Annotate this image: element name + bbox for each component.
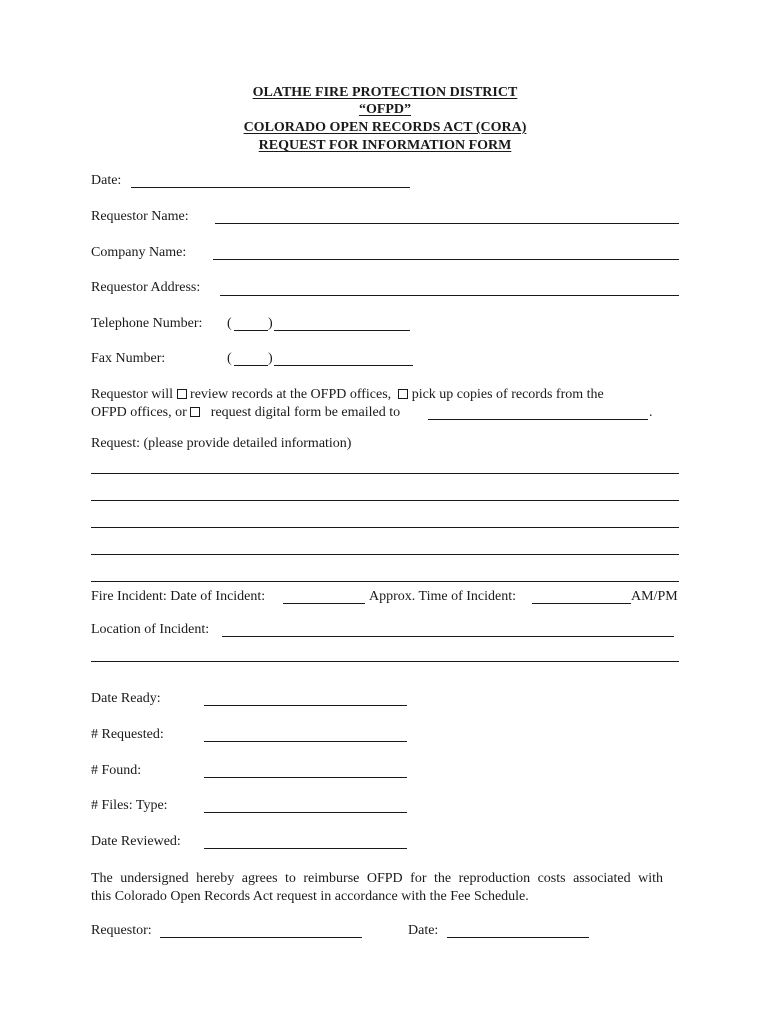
request-line-1[interactable] [91,473,679,474]
email-digital-checkbox[interactable] [190,407,200,417]
incident-location-field[interactable] [222,636,674,637]
files-type-field[interactable] [204,812,407,813]
title-form: REQUEST FOR INFORMATION FORM [258,138,512,153]
fax-paren-close: ) [268,351,273,366]
request-line-2[interactable] [91,500,679,501]
email-address-field[interactable] [428,419,648,420]
delivery-period: . [649,405,653,420]
delivery-intro: Requestor will [91,387,174,402]
files-type-label: # Files: Type: [91,798,168,813]
telephone-paren-close: ) [268,316,273,331]
fax-area-code-field[interactable] [234,365,268,366]
signature-date-label: Date: [408,923,439,938]
telephone-number-field[interactable] [274,330,410,331]
email-digital-label: request digital form be emailed to [210,405,401,420]
request-line-5[interactable] [91,581,679,582]
review-records-label: review records at the OFPD offices, [190,387,392,402]
delivery-line-1 [91,387,604,403]
title-district: OLATHE FIRE PROTECTION DISTRICT [252,85,518,100]
found-label: # Found: [91,763,142,778]
date-reviewed-field[interactable] [204,848,407,849]
request-line-4[interactable] [91,554,679,555]
agreement-line-1: The undersigned hereby agrees to reimburse OFPD for the reproduction costs associated with [91,871,663,886]
incident-location-line-2[interactable] [91,661,679,662]
fax-paren-open: ( [227,351,232,366]
request-line-3[interactable] [91,527,679,528]
company-name-label: Company Name: [91,245,187,260]
delivery-line-2 [91,405,400,421]
signature-date-field[interactable] [447,937,589,938]
company-name-field[interactable] [213,259,679,260]
date-ready-label: Date Ready: [91,691,161,706]
requestor-name-field[interactable] [215,223,679,224]
title-act: COLORADO OPEN RECORDS ACT (CORA) [243,120,527,135]
requested-label: # Requested: [91,727,164,742]
date-ready-field[interactable] [204,705,407,706]
title-abbrev: “OFPD” [358,102,412,117]
delivery-offices: OFPD offices, or [91,405,187,420]
incident-time-field[interactable] [532,603,631,604]
requestor-address-label: Requestor Address: [91,280,201,295]
requested-field[interactable] [204,741,407,742]
fax-number-field[interactable] [274,365,413,366]
review-records-checkbox[interactable] [177,389,187,399]
telephone-label: Telephone Number: [91,316,203,331]
requestor-signature-label: Requestor: [91,923,152,938]
telephone-area-code-field[interactable] [234,330,268,331]
pick-up-copies-checkbox[interactable] [398,389,408,399]
incident-time-label: Approx. Time of Incident: [369,589,516,604]
pick-up-copies-label: pick up copies of records from the [411,387,604,402]
date-label: Date: [91,173,122,188]
incident-date-label: Fire Incident: Date of Incident: [91,589,266,604]
request-label: Request: (please provide detailed information) [91,436,352,451]
incident-ampm: AM/PM [631,589,678,604]
fax-label: Fax Number: [91,351,166,366]
date-reviewed-label: Date Reviewed: [91,834,181,849]
incident-location-label: Location of Incident: [91,622,210,637]
agreement-line-2: this Colorado Open Records Act request in accordance with the Fee Schedule. [91,889,529,904]
date-field[interactable] [131,187,410,188]
requestor-name-label: Requestor Name: [91,209,189,224]
telephone-paren-open: ( [227,316,232,331]
found-field[interactable] [204,777,407,778]
incident-date-field[interactable] [283,603,365,604]
requestor-address-field[interactable] [220,295,679,296]
requestor-signature-field[interactable] [160,937,362,938]
